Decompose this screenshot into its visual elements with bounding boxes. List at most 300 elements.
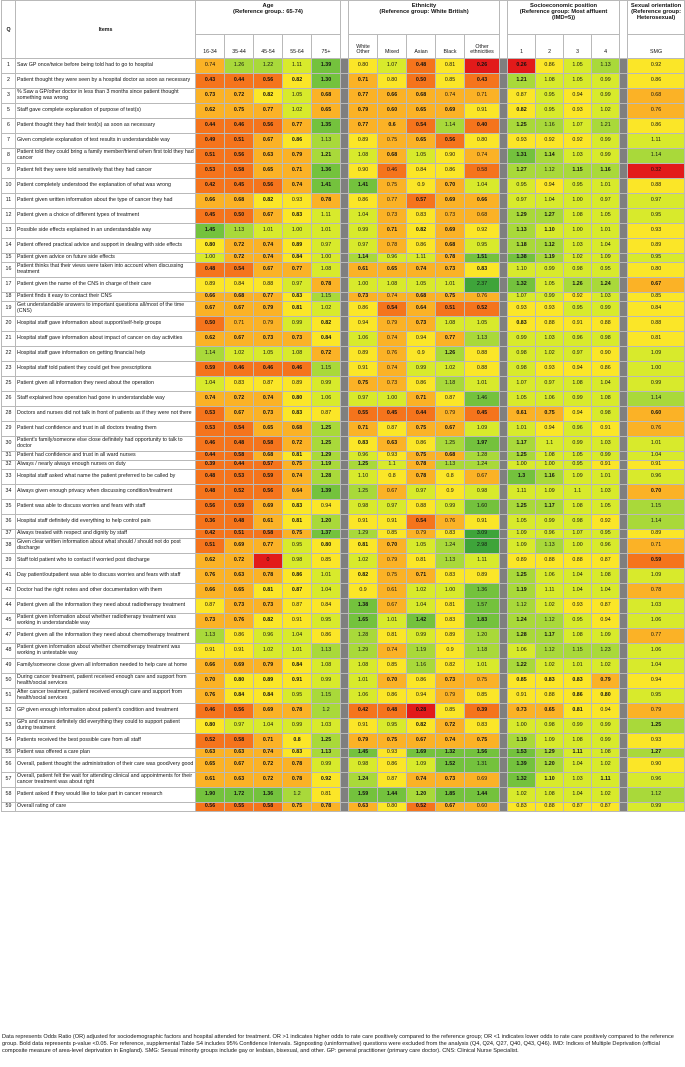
odds-ratio-cell: 0.64 (407, 302, 436, 317)
odds-ratio-cell: 0.75 (436, 293, 465, 302)
odds-ratio-cell: 0.91 (196, 644, 225, 659)
group-separator (500, 704, 508, 719)
age-col-header: 75+ (312, 35, 341, 59)
odds-ratio-cell: 0.82 (312, 317, 341, 332)
odds-ratio-cell: 1.09 (508, 530, 536, 539)
item-label: Staff gave complete explanation of purpose of test(s) (16, 104, 196, 119)
odds-ratio-cell: 0.78 (628, 584, 685, 599)
table-row (2, 614, 685, 629)
question-number: 2 (2, 74, 16, 89)
odds-ratio-cell: 0.93 (564, 599, 592, 614)
group-separator (341, 422, 349, 437)
group-separator (620, 569, 628, 584)
odds-ratio-cell: 1.24 (592, 278, 620, 293)
odds-ratio-cell: 0.92 (465, 224, 500, 239)
odds-ratio-cell: 1.26 (436, 347, 465, 362)
odds-ratio-cell: 0.9 (349, 584, 378, 599)
table-row (2, 278, 685, 293)
group-separator (341, 461, 349, 470)
odds-ratio-cell: 0.65 (312, 104, 341, 119)
odds-ratio-cell: 1.05 (564, 74, 592, 89)
odds-ratio-cell: 1.08 (283, 347, 312, 362)
odds-ratio-cell: 1.16 (536, 470, 564, 485)
odds-ratio-cell: 0.99 (312, 674, 341, 689)
odds-ratio-cell: 0.99 (436, 500, 465, 515)
odds-ratio-cell: 0.53 (196, 164, 225, 179)
odds-ratio-cell: 0.80 (283, 392, 312, 407)
odds-ratio-cell: 0.95 (564, 302, 592, 317)
odds-ratio-cell: 0.94 (349, 317, 378, 332)
odds-ratio-cell: 0.84 (225, 689, 254, 704)
odds-ratio-cell: 0.85 (436, 704, 465, 719)
odds-ratio-cell: 0.69 (436, 194, 465, 209)
odds-ratio-cell: 0.61 (196, 773, 225, 788)
item-label: Hospital staff gave information on getting financial help (16, 347, 196, 362)
odds-ratio-cell: 0.98 (564, 263, 592, 278)
group-separator (341, 758, 349, 773)
odds-ratio-cell: 0.71 (254, 734, 283, 749)
odds-ratio-cell: 1.09 (564, 470, 592, 485)
odds-ratio-cell: 1.11 (465, 554, 500, 569)
group-separator (500, 179, 508, 194)
odds-ratio-cell: 0.71 (283, 164, 312, 179)
odds-ratio-cell: 0.80 (349, 59, 378, 74)
odds-ratio-cell: 1.15 (564, 644, 592, 659)
odds-ratio-cell: 0.88 (536, 803, 564, 812)
odds-ratio-cell: 1.08 (564, 377, 592, 392)
odds-ratio-cell: 0.87 (564, 803, 592, 812)
odds-ratio-cell: 1.05 (508, 515, 536, 530)
odds-ratio-cell: 1.00 (436, 584, 465, 599)
odds-ratio-cell: 1.02 (407, 584, 436, 599)
odds-ratio-cell: 1.00 (536, 461, 564, 470)
question-number: 51 (2, 689, 16, 704)
group-separator (620, 332, 628, 347)
odds-ratio-cell: 0.63 (225, 773, 254, 788)
question-number: 54 (2, 734, 16, 749)
odds-ratio-cell: 0.88 (628, 179, 685, 194)
group-separator (341, 689, 349, 704)
odds-ratio-cell: 1.00 (349, 278, 378, 293)
odds-ratio-cell: 0.91 (378, 515, 407, 530)
odds-ratio-cell: 0.81 (312, 788, 341, 803)
item-label: Always treated with respect and dignity by staff (16, 530, 196, 539)
odds-ratio-cell: 0.8 (283, 734, 312, 749)
odds-ratio-cell: 0.66 (196, 194, 225, 209)
odds-ratio-cell: 1.01 (592, 470, 620, 485)
odds-ratio-cell: 0.86 (225, 629, 254, 644)
item-label: Patient finds it easy to contact their CNS (16, 293, 196, 302)
odds-ratio-cell: 0.95 (564, 179, 592, 194)
odds-ratio-cell: 0.72 (283, 437, 312, 452)
odds-ratio-cell: 1.04 (592, 239, 620, 254)
odds-ratio-cell: 0.97 (407, 485, 436, 500)
odds-ratio-cell: 0.73 (254, 332, 283, 347)
odds-ratio-cell: 0.81 (378, 629, 407, 644)
question-number: 32 (2, 461, 16, 470)
odds-ratio-cell: 0.77 (283, 119, 312, 134)
odds-ratio-cell: 1.01 (592, 224, 620, 239)
odds-ratio-cell: 0.70 (436, 179, 465, 194)
odds-ratio-cell: 0.51 (196, 149, 225, 164)
odds-ratio-cell: 1.01 (283, 644, 312, 659)
odds-ratio-cell: 0.86 (436, 164, 465, 179)
table-row (2, 422, 685, 437)
odds-ratio-cell: 0.94 (628, 674, 685, 689)
odds-ratio-cell: 0.74 (254, 254, 283, 263)
odds-ratio-cell: 0.73 (436, 674, 465, 689)
odds-ratio-cell: 1.19 (407, 644, 436, 659)
group-separator (500, 470, 508, 485)
odds-ratio-cell: 0.93 (508, 302, 536, 317)
odds-ratio-cell: 1.09 (465, 422, 500, 437)
odds-ratio-cell: 0.99 (283, 317, 312, 332)
question-number: 11 (2, 194, 16, 209)
odds-ratio-cell: 0.84 (628, 302, 685, 317)
group-separator (500, 554, 508, 569)
odds-ratio-cell: 0.95 (628, 209, 685, 224)
group-separator (500, 119, 508, 134)
odds-ratio-cell: 1.04 (312, 584, 341, 599)
table-row (2, 773, 685, 788)
odds-ratio-cell: 0.85 (508, 674, 536, 689)
odds-ratio-cell: 1.13 (436, 461, 465, 470)
odds-ratio-cell: 1.02 (349, 554, 378, 569)
odds-ratio-cell: 0.72 (225, 89, 254, 104)
odds-ratio-cell: 0.48 (378, 704, 407, 719)
odds-ratio-cell: 0.97 (378, 500, 407, 515)
odds-ratio-cell: 0.91 (225, 644, 254, 659)
odds-ratio-cell: 1.2 (283, 788, 312, 803)
odds-ratio-cell: 0.8 (436, 470, 465, 485)
odds-ratio-cell: 0.62 (196, 332, 225, 347)
odds-ratio-cell: 1.17 (536, 500, 564, 515)
odds-ratio-cell: 0.99 (508, 332, 536, 347)
odds-ratio-cell: 0.69 (225, 539, 254, 554)
odds-ratio-cell: 0.80 (628, 263, 685, 278)
question-number: 26 (2, 392, 16, 407)
odds-ratio-cell: 1.39 (508, 758, 536, 773)
group-separator (500, 461, 508, 470)
odds-ratio-cell: 0.49 (196, 134, 225, 149)
odds-ratio-cell: 0.74 (254, 239, 283, 254)
group-separator (341, 263, 349, 278)
item-label: During cancer treatment, patient received enough care and support from health/social services (16, 674, 196, 689)
group-separator (341, 149, 349, 164)
odds-ratio-cell: 0.73 (436, 209, 465, 224)
odds-ratio-cell: 1.32 (436, 749, 465, 758)
odds-ratio-cell: 1.07 (564, 530, 592, 539)
group-separator (500, 569, 508, 584)
odds-ratio-cell: 0.79 (436, 689, 465, 704)
item-label: Overall, patient thought the administration of their care was good/very good (16, 758, 196, 773)
odds-ratio-cell: 0.53 (196, 407, 225, 422)
odds-ratio-cell: 1.31 (508, 149, 536, 164)
group-separator (341, 788, 349, 803)
odds-ratio-cell: 1.90 (196, 788, 225, 803)
odds-ratio-cell: 1.19 (508, 734, 536, 749)
table-row (2, 659, 685, 674)
odds-ratio-cell: 0.91 (349, 515, 378, 530)
item-label: Staff explained how operation had gone in understandable way (16, 392, 196, 407)
odds-ratio-cell: 1.08 (312, 659, 341, 674)
group-separator (620, 239, 628, 254)
odds-ratio-cell: 1.36 (312, 164, 341, 179)
odds-ratio-cell: 0.39 (196, 461, 225, 470)
group-separator (341, 599, 349, 614)
odds-ratio-cell: 0.85 (436, 74, 465, 89)
group-separator (620, 422, 628, 437)
odds-ratio-cell: 0.48 (196, 470, 225, 485)
odds-ratio-cell: 0.96 (628, 470, 685, 485)
odds-ratio-cell: 0.71 (225, 317, 254, 332)
question-number: 44 (2, 599, 16, 614)
table-row (2, 599, 685, 614)
question-number: 19 (2, 302, 16, 317)
odds-ratio-cell: 0.78 (407, 470, 436, 485)
odds-ratio-cell: 1.08 (536, 74, 564, 89)
odds-ratio-cell: 0.69 (465, 773, 500, 788)
odds-ratio-cell: 0.82 (254, 194, 283, 209)
odds-ratio-cell: 0.99 (536, 515, 564, 530)
odds-ratio-cell: 0.83 (508, 317, 536, 332)
odds-ratio-cell: 0.80 (225, 674, 254, 689)
table-row (2, 500, 685, 515)
odds-ratio-cell: 0.67 (254, 134, 283, 149)
group-separator (341, 644, 349, 659)
odds-ratio-cell: 0.97 (564, 347, 592, 362)
odds-ratio-cell: 0.74 (378, 293, 407, 302)
odds-ratio-cell: 1.08 (564, 209, 592, 224)
group-separator (341, 119, 349, 134)
item-label: GPs and nurses definitely did everything they could to support patient during treatment (16, 719, 196, 734)
odds-ratio-cell: 1.21 (312, 149, 341, 164)
group-separator (500, 599, 508, 614)
odds-ratio-cell: 0.99 (536, 263, 564, 278)
group-separator (500, 437, 508, 452)
group-separator (500, 719, 508, 734)
odds-ratio-cell: 1.53 (508, 749, 536, 758)
odds-ratio-cell: 1.07 (378, 59, 407, 74)
odds-ratio-cell: 0.86 (407, 674, 436, 689)
question-number: 12 (2, 209, 16, 224)
odds-ratio-cell: 1.21 (508, 74, 536, 89)
table-row (2, 704, 685, 719)
odds-ratio-cell: 0.77 (628, 629, 685, 644)
item-label: Patient given all information they need about the operation (16, 377, 196, 392)
odds-ratio-cell: 0.99 (628, 803, 685, 812)
odds-ratio-cell: 0.84 (312, 332, 341, 347)
odds-ratio-cell: 1.11 (536, 584, 564, 599)
odds-ratio-cell: 0.98 (465, 485, 500, 500)
odds-ratio-cell: 1.02 (312, 302, 341, 317)
odds-ratio-cell: 1.39 (312, 485, 341, 500)
question-number: 14 (2, 239, 16, 254)
odds-ratio-cell: 0.63 (378, 437, 407, 452)
odds-ratio-cell: 1.11 (592, 773, 620, 788)
odds-ratio-cell: 0.75 (283, 530, 312, 539)
odds-ratio-cell: 1.11 (564, 749, 592, 758)
odds-ratio-cell: 0.65 (225, 584, 254, 599)
item-label: Patient given all the information they need about radiotherapy treatment (16, 599, 196, 614)
question-number: 29 (2, 422, 16, 437)
odds-ratio-cell: 0.55 (225, 803, 254, 812)
odds-ratio-cell: 0.63 (225, 749, 254, 758)
odds-ratio-cell: 0.69 (436, 224, 465, 239)
odds-ratio-cell: 0.72 (225, 239, 254, 254)
odds-ratio-cell: 0.85 (465, 689, 500, 704)
odds-ratio-cell: 0.74 (378, 644, 407, 659)
group-separator (620, 362, 628, 377)
odds-ratio-cell: 0.95 (283, 689, 312, 704)
table-row (2, 470, 685, 485)
odds-ratio-cell: 0.87 (196, 599, 225, 614)
odds-ratio-cell: 0.95 (378, 719, 407, 734)
question-number: 53 (2, 719, 16, 734)
odds-ratio-cell: 1.02 (536, 659, 564, 674)
odds-ratio-cell: 0.56 (225, 149, 254, 164)
odds-ratio-cell: 0.92 (592, 515, 620, 530)
odds-ratio-cell: 0.78 (312, 194, 341, 209)
question-number: 37 (2, 530, 16, 539)
odds-ratio-cell: 1.24 (349, 773, 378, 788)
group-separator (500, 104, 508, 119)
odds-ratio-cell: 0.97 (283, 278, 312, 293)
odds-ratio-cell: 0.65 (407, 104, 436, 119)
odds-ratio-heatmap-table (1, 0, 685, 812)
table-row (2, 317, 685, 332)
odds-ratio-cell: 0.83 (536, 674, 564, 689)
odds-ratio-cell: 0.79 (349, 734, 378, 749)
odds-ratio-cell: 1.04 (564, 584, 592, 599)
odds-ratio-cell: 0.54 (407, 515, 436, 530)
odds-ratio-cell: 0.92 (312, 773, 341, 788)
odds-ratio-cell: 0.74 (436, 734, 465, 749)
odds-ratio-cell: 0.82 (407, 224, 436, 239)
odds-ratio-cell: 0.74 (254, 392, 283, 407)
odds-ratio-cell: 1.08 (536, 788, 564, 803)
group-separator (620, 644, 628, 659)
odds-ratio-cell: 0.83 (225, 377, 254, 392)
odds-ratio-cell: 0.99 (592, 452, 620, 461)
table-row (2, 554, 685, 569)
odds-ratio-cell: 0.88 (536, 317, 564, 332)
odds-ratio-cell: 1.56 (465, 749, 500, 758)
age-col-header: 16-34 (196, 35, 225, 59)
odds-ratio-cell: 0.73 (436, 773, 465, 788)
odds-ratio-cell: 0.69 (254, 704, 283, 719)
odds-ratio-cell: 0.86 (378, 758, 407, 773)
odds-ratio-cell: 0.99 (592, 302, 620, 317)
odds-ratio-cell: 1.28 (508, 629, 536, 644)
question-number: 39 (2, 554, 16, 569)
odds-ratio-cell: 0.97 (628, 194, 685, 209)
odds-ratio-cell: 0.71 (465, 89, 500, 104)
odds-ratio-cell: 1.14 (536, 149, 564, 164)
table-row (2, 89, 685, 104)
odds-ratio-cell: 0.94 (312, 500, 341, 515)
odds-ratio-cell: 0.95 (508, 179, 536, 194)
group-separator (620, 758, 628, 773)
odds-ratio-cell: 1.41 (349, 179, 378, 194)
odds-ratio-cell: 0.36 (196, 515, 225, 530)
odds-ratio-cell: 1.00 (508, 719, 536, 734)
odds-ratio-cell: 0.86 (628, 74, 685, 89)
odds-ratio-cell: 0.89 (349, 347, 378, 362)
question-number: 5 (2, 104, 16, 119)
odds-ratio-cell: 0.53 (225, 470, 254, 485)
odds-ratio-cell: 1.00 (312, 254, 341, 263)
odds-ratio-cell: 0.77 (349, 89, 378, 104)
odds-ratio-cell: 0.98 (564, 515, 592, 530)
ethnicity-col-header: Black (436, 35, 465, 59)
odds-ratio-cell: 0.68 (283, 422, 312, 437)
odds-ratio-cell: 0.93 (536, 302, 564, 317)
odds-ratio-cell: 0.56 (436, 134, 465, 149)
odds-ratio-cell: 0.86 (407, 239, 436, 254)
group-separator (500, 332, 508, 347)
odds-ratio-cell: 0.73 (508, 704, 536, 719)
odds-ratio-cell: 1.09 (628, 569, 685, 584)
odds-ratio-cell: 0.88 (465, 362, 500, 377)
group-separator (500, 254, 508, 263)
odds-ratio-cell: 1.06 (628, 614, 685, 629)
odds-ratio-cell: 0.81 (407, 554, 436, 569)
odds-ratio-cell: 0.92 (564, 293, 592, 302)
group-separator (500, 614, 508, 629)
odds-ratio-cell: 0.75 (536, 407, 564, 422)
table-row (2, 377, 685, 392)
odds-ratio-cell: 0.86 (378, 689, 407, 704)
odds-ratio-cell: 0.94 (407, 689, 436, 704)
item-label: Patient offered practical advice and support in dealing with side effects (16, 239, 196, 254)
question-number: 15 (2, 254, 16, 263)
odds-ratio-cell: 0.92 (628, 59, 685, 74)
odds-ratio-cell: 1.07 (564, 119, 592, 134)
odds-ratio-cell: 1.07 (508, 377, 536, 392)
group-separator (341, 515, 349, 530)
odds-ratio-cell: 0.71 (349, 74, 378, 89)
odds-ratio-cell: 1.02 (283, 104, 312, 119)
group-separator (341, 194, 349, 209)
odds-ratio-cell: 0.74 (283, 179, 312, 194)
group-separator (341, 302, 349, 317)
odds-ratio-cell: 0.84 (283, 659, 312, 674)
odds-ratio-cell: 0.74 (283, 470, 312, 485)
odds-ratio-cell: 0.68 (407, 89, 436, 104)
odds-ratio-cell: 1.20 (536, 758, 564, 773)
odds-ratio-cell: 1.24 (465, 461, 500, 470)
item-label: Patient told they could bring a family member/friend when first told they had cancer (16, 149, 196, 164)
odds-ratio-cell: 0.75 (465, 674, 500, 689)
odds-ratio-cell: 0.79 (378, 317, 407, 332)
group-separator (341, 437, 349, 452)
question-number: 7 (2, 134, 16, 149)
odds-ratio-cell: 0.73 (225, 599, 254, 614)
odds-ratio-cell: 0.89 (508, 554, 536, 569)
odds-ratio-cell: 1.08 (592, 392, 620, 407)
odds-ratio-cell: 0.93 (536, 362, 564, 377)
group-separator (341, 347, 349, 362)
odds-ratio-cell: 1.18 (436, 377, 465, 392)
group-separator (341, 209, 349, 224)
odds-ratio-cell: 0.78 (283, 704, 312, 719)
question-number: 58 (2, 788, 16, 803)
group-separator (620, 104, 628, 119)
ses-col-header: 4 (592, 35, 620, 59)
group-separator (620, 719, 628, 734)
odds-ratio-cell: 0.46 (283, 362, 312, 377)
